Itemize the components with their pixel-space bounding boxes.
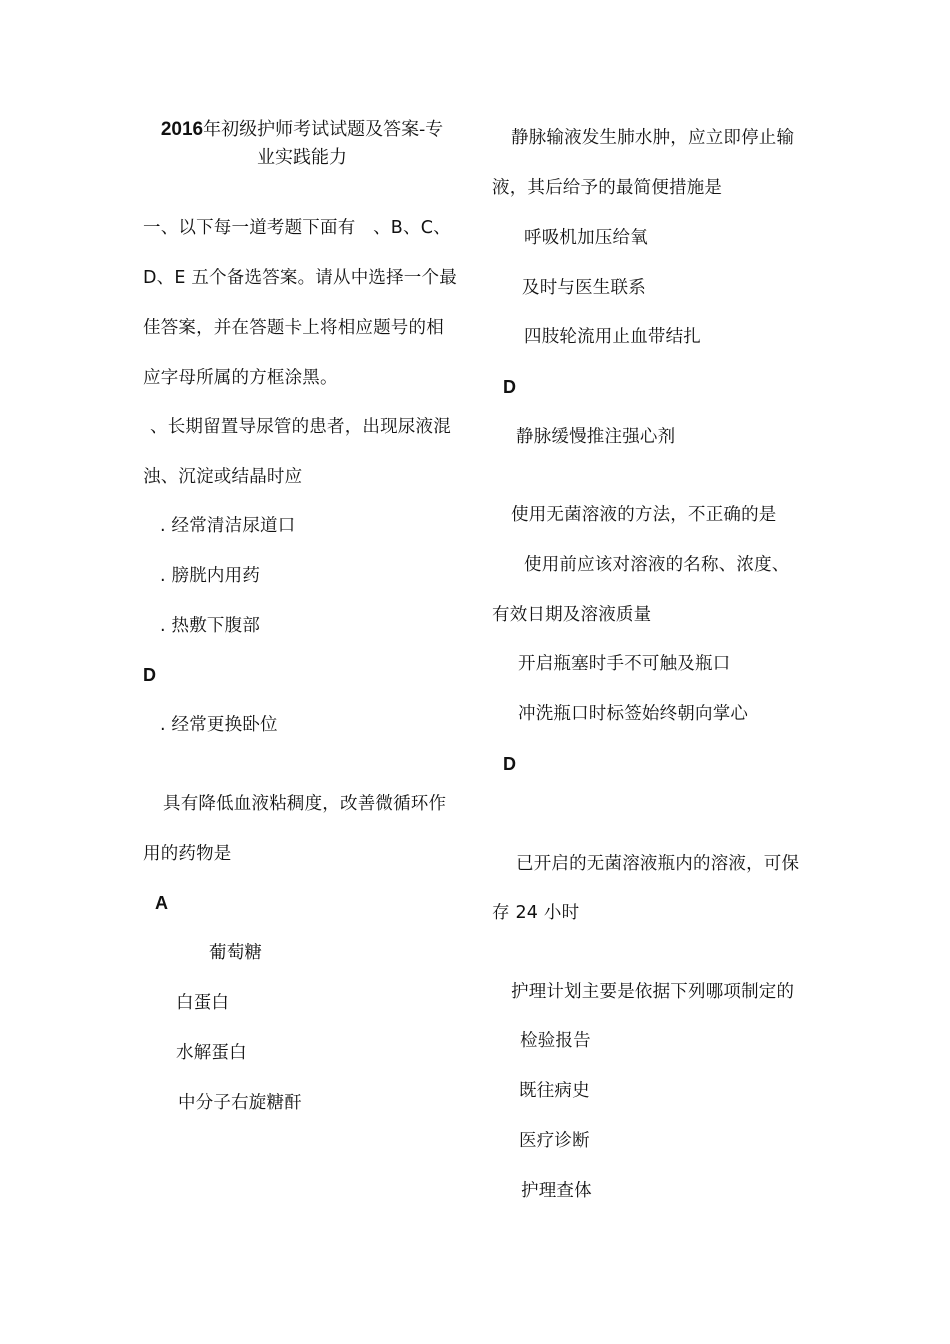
question-4-option-cont: 有效日期及溶液质量: [492, 605, 652, 625]
question-1-option: . 热敷下腹部: [160, 616, 261, 636]
title-line2: 业实践能力: [257, 147, 347, 168]
question-2-line-2: 用的药物是: [143, 844, 232, 864]
instruction-line-2: D、E 五个备选答案。请从中选择一个最: [143, 268, 457, 288]
question-5-option: 既往病史: [519, 1081, 590, 1101]
question-3-line-2: 液，其后给予的最简便措施是: [492, 178, 723, 198]
instruction-line-1: 一、以下每一道考题下面有 、B、C、: [143, 218, 451, 238]
question-1-line-2: 浊、沉淀或结晶时应: [143, 467, 303, 487]
question-5-option: 检验报告: [520, 1031, 591, 1051]
question-5-option: 医疗诊断: [519, 1131, 590, 1151]
instruction-line-4: 应字母所属的方框涂黑。: [143, 368, 338, 388]
question-3-answer: D: [503, 377, 517, 397]
question-4-line-1: 使用无菌溶液的方法，不正确的是: [511, 505, 777, 525]
question-1-answer: D: [143, 665, 157, 685]
question-2-option: 葡萄糖: [209, 943, 263, 963]
question-3-option: 静脉缓慢推注强心剂: [516, 427, 676, 447]
page-title: [142, 116, 462, 172]
question-1-option: . 经常清洁尿道口: [160, 516, 296, 536]
title-line1: 年初级护师考试试题及答案-专: [203, 119, 444, 140]
question-5-line-1: 护理计划主要是依据下列哪项制定的: [511, 982, 795, 1002]
question-2-option: 中分子右旋糖酐: [178, 1093, 302, 1113]
question-3-line-1: 静脉输液发生肺水肿，应立即停止输: [511, 128, 795, 148]
question-3-option: 四肢轮流用止血带结扎: [524, 327, 701, 347]
question-2-line-1: 具有降低血液粘稠度，改善微循环作: [163, 794, 447, 814]
question-1-line-1: 、长期留置导尿管的患者，出现尿液混: [150, 417, 451, 437]
question-4-option: 冲洗瓶口时标签始终朝向掌心: [518, 704, 749, 724]
question-2-answer: A: [155, 893, 169, 913]
question-2-option: 白蛋白: [176, 993, 230, 1013]
question-2-option: 水解蛋白: [176, 1043, 247, 1063]
question-3-option: 呼吸机加压给氧: [524, 228, 648, 248]
question-4-option-cont: 存 24 小时: [492, 903, 580, 923]
question-4-option: 已开启的无菌溶液瓶内的溶液，可保: [516, 854, 800, 874]
question-4-option: 开启瓶塞时手不可触及瓶口: [518, 654, 731, 674]
question-1-option: . 膀胱内用药: [160, 566, 261, 586]
instruction-line-3: 佳答案，并在答题卡上将相应题号的相: [143, 318, 444, 338]
question-3-option: 及时与医生联系: [522, 278, 646, 298]
question-1-option: . 经常更换卧位: [160, 715, 278, 735]
question-4-answer: D: [503, 754, 517, 774]
question-5-option: 护理查体: [521, 1181, 592, 1201]
question-4-option: 使用前应该对溶液的名称、浓度、: [524, 555, 790, 575]
title-year: 2016: [160, 119, 204, 140]
